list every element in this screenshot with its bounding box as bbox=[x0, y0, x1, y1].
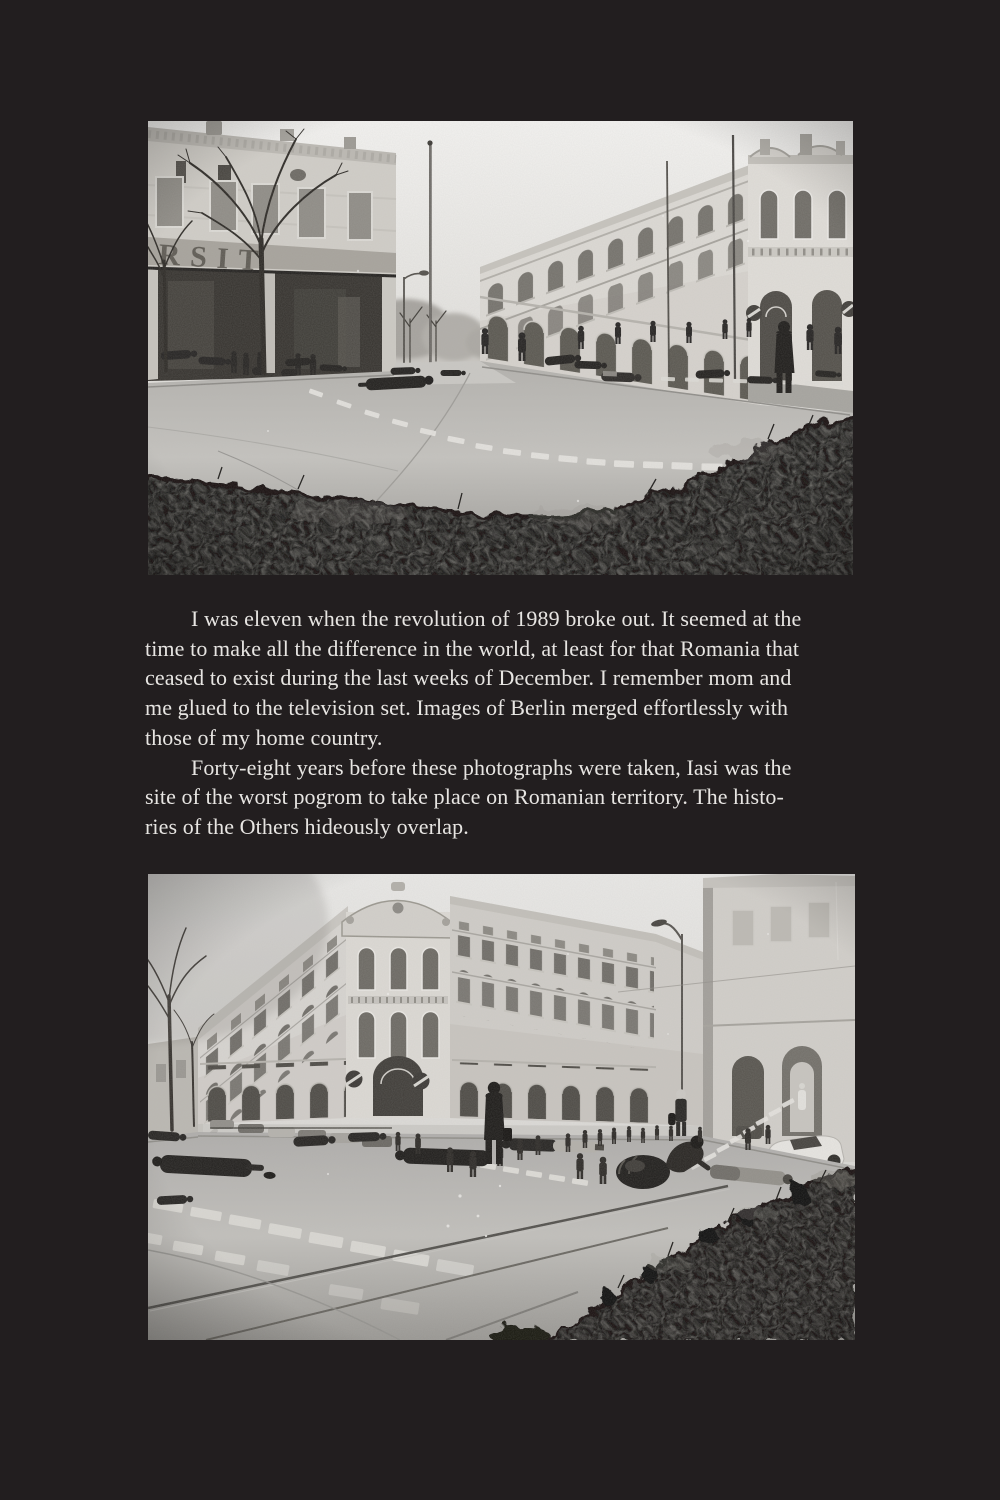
text-line: those of my home country. bbox=[145, 724, 383, 750]
photo-top-graphic bbox=[148, 121, 853, 575]
photo-top bbox=[148, 121, 853, 575]
photo-bottom bbox=[148, 874, 855, 1340]
text-line: me glued to the television set. Images of Berlin merged effortlessly with bbox=[145, 695, 789, 721]
photo-bottom-graphic bbox=[148, 874, 855, 1340]
vignette-overlay bbox=[148, 874, 855, 1340]
text-line: Forty-eight years before these photographs were taken, Iasi was the bbox=[191, 754, 792, 780]
vignette-overlay bbox=[148, 121, 853, 575]
body-text bbox=[145, 604, 875, 842]
text-line: ries of the Others hideously overlap. bbox=[145, 813, 469, 839]
text-line: time to make all the difference in the world, at least for that Romania that bbox=[145, 635, 800, 661]
paragraph bbox=[145, 753, 875, 842]
text-line: ceased to exist during the last weeks of December. I remember mom and bbox=[145, 665, 792, 691]
paragraph bbox=[145, 604, 875, 753]
text-line: I was eleven when the revolution of 1989 broke out. It seemed at the bbox=[191, 606, 802, 631]
text-line: site of the worst pogrom to take place on Romanian territory. The histo- bbox=[145, 784, 784, 810]
